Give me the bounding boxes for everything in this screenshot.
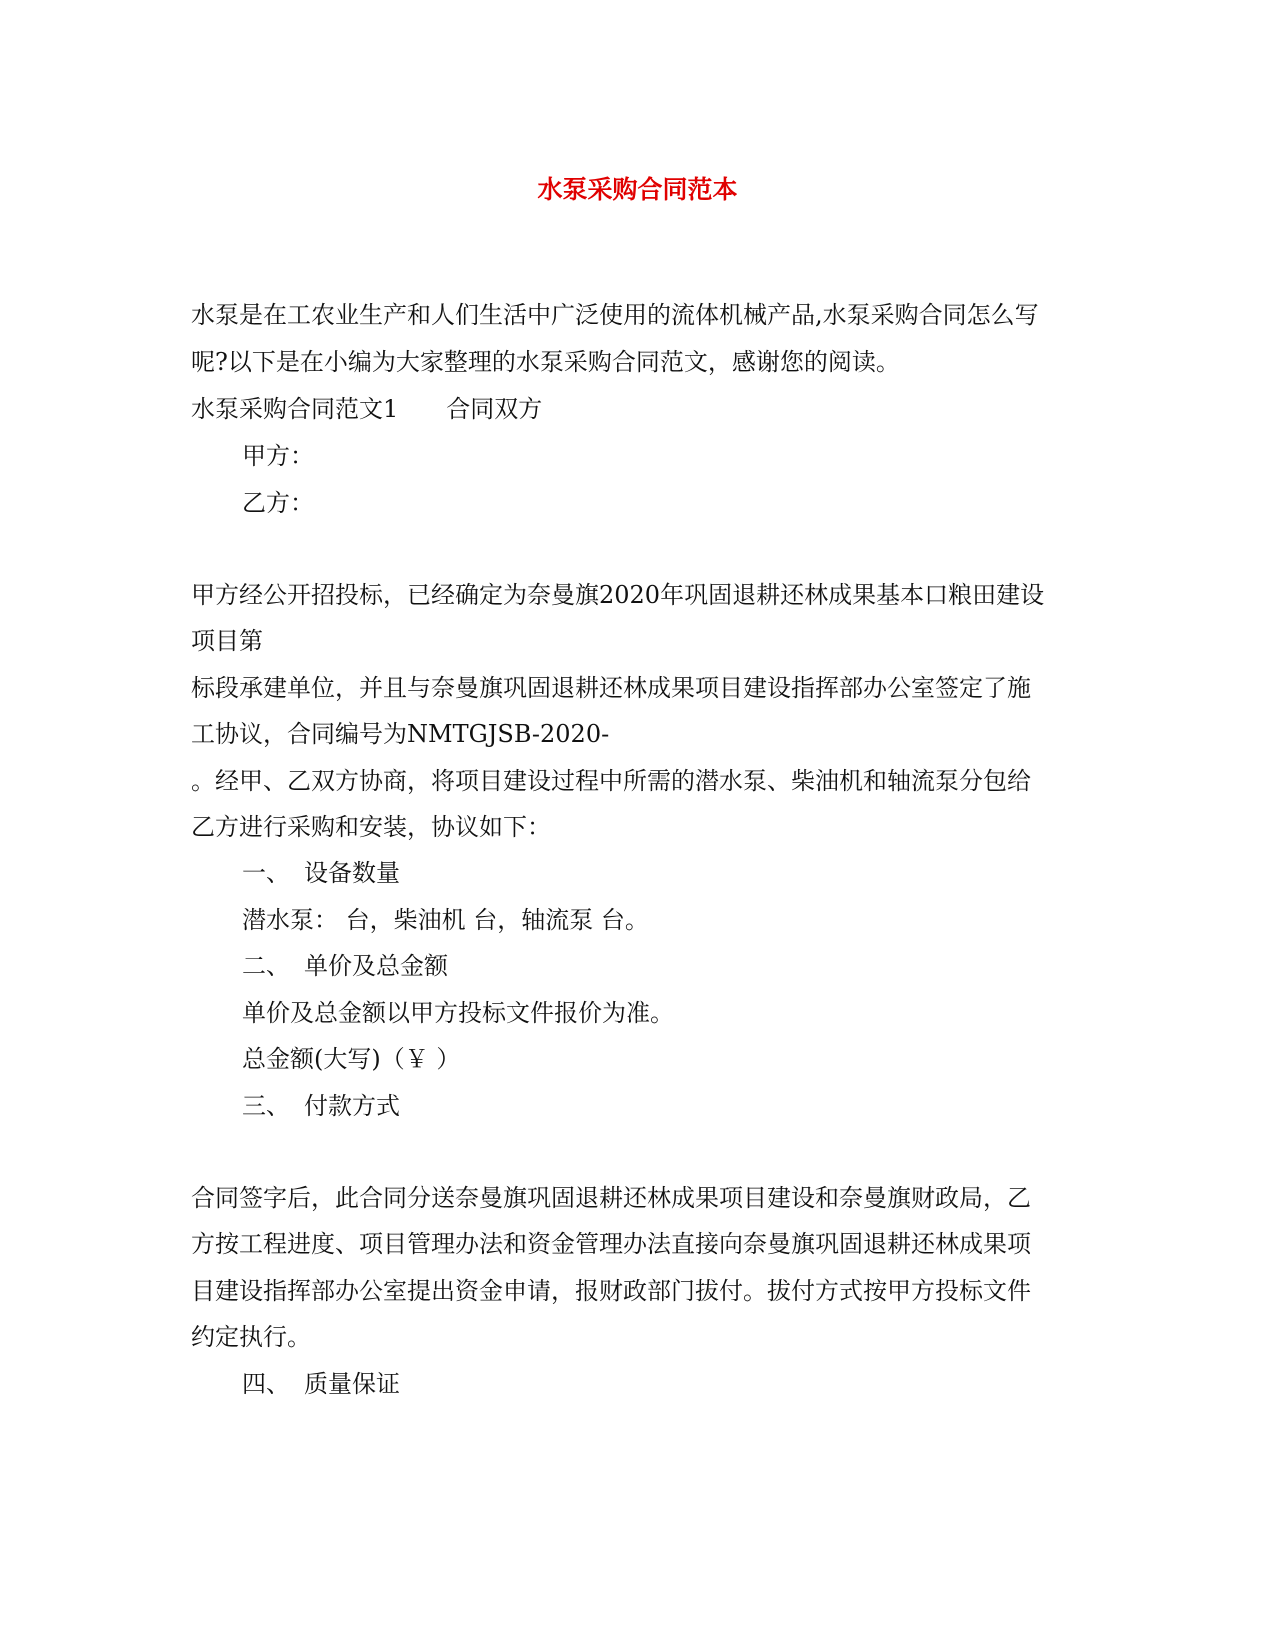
item2-total: 总金额(大写)（￥ ） bbox=[242, 1045, 461, 1073]
body1-line-6: 乙方进行采购和安装，协议如下： bbox=[191, 813, 551, 841]
intro-line-1: 水泵是在工农业生产和人们生活中广泛使用的流体机械产品,水泵采购合同怎么写 bbox=[191, 301, 1039, 329]
item2-heading bbox=[242, 951, 448, 981]
item1-text: 潜水泵： 台，柴油机 台，轴流泵 台。 bbox=[242, 906, 649, 934]
item2-text: 单价及总金额以甲方投标文件报价为准。 bbox=[242, 999, 674, 1027]
party-b-label: 乙方： bbox=[242, 489, 314, 517]
body2-line-4: 约定执行。 bbox=[191, 1323, 311, 1351]
item1-number: 一、 bbox=[242, 859, 290, 887]
parties-heading: 合同双方 bbox=[446, 395, 543, 423]
body1-line-3: 标段承建单位，并且与奈曼旗巩固退耕还林成果项目建设指挥部办公室签定了施 bbox=[191, 674, 1031, 702]
document-title: 水泵采购合同范本 bbox=[537, 175, 738, 204]
body1-line-2: 项目第 bbox=[191, 627, 263, 655]
section-heading-line bbox=[191, 394, 542, 424]
item4-number: 四、 bbox=[242, 1370, 290, 1398]
item3-number: 三、 bbox=[242, 1092, 290, 1120]
item3-title: 付款方式 bbox=[304, 1092, 400, 1120]
item4-heading bbox=[242, 1369, 400, 1399]
item3-heading bbox=[242, 1091, 400, 1121]
item1-heading bbox=[242, 858, 400, 888]
item4-title: 质量保证 bbox=[304, 1370, 400, 1398]
body2-line-3: 目建设指挥部办公室提出资金申请，报财政部门拔付。拔付方式按甲方投标文件 bbox=[191, 1277, 1031, 1305]
intro-line-2: 呢?以下是在小编为大家整理的水泵采购合同范文，感谢您的阅读。 bbox=[191, 348, 900, 376]
item1-title: 设备数量 bbox=[304, 859, 400, 887]
body1-line-1: 甲方经公开招投标，已经确定为奈曼旗2020年巩固退耕还林成果基本口粮田建设 bbox=[191, 581, 1045, 609]
body1-line-4: 工协议，合同编号为NMTGJSB-2020- bbox=[191, 720, 610, 748]
body1-line-5: 。经甲、乙双方协商，将项目建设过程中所需的潜水泵、柴油机和轴流泵分包给 bbox=[191, 767, 1031, 795]
item2-number: 二、 bbox=[242, 952, 290, 980]
party-a-label: 甲方： bbox=[242, 442, 314, 470]
section-heading: 水泵采购合同范文1 bbox=[191, 395, 399, 423]
body2-line-2: 方按工程进度、项目管理办法和资金管理办法直接向奈曼旗巩固退耕还林成果项 bbox=[191, 1230, 1031, 1258]
item2-title: 单价及总金额 bbox=[304, 952, 448, 980]
body2-line-1: 合同签字后，此合同分送奈曼旗巩固退耕还林成果项目建设和奈曼旗财政局，乙 bbox=[191, 1184, 1031, 1212]
